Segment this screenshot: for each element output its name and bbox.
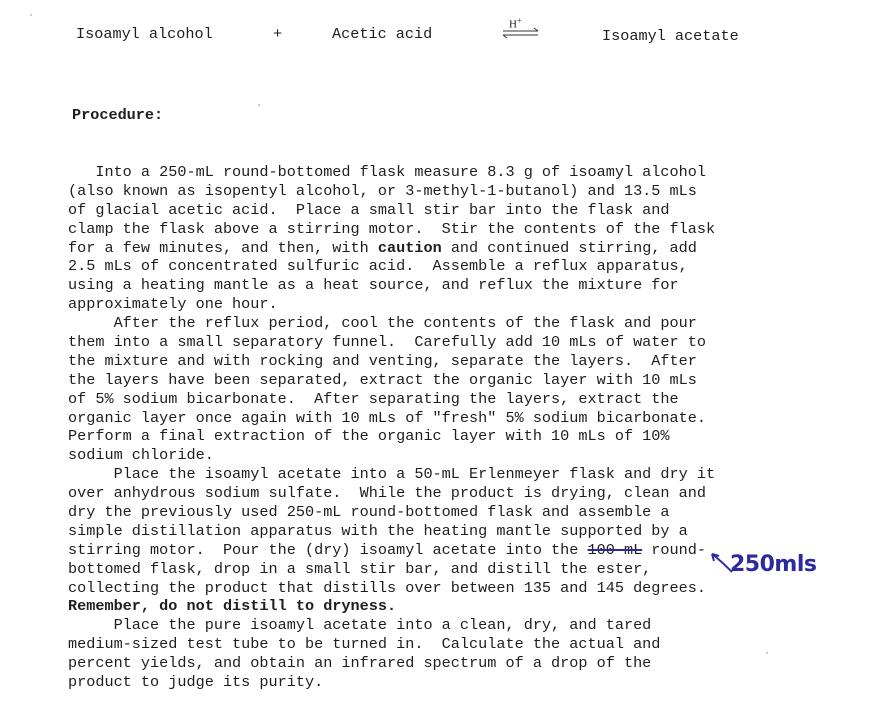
procedure-line: the layers have been separated, extract the organic layer with 10 mLs xyxy=(68,370,697,389)
procedure-line: approximately one hour. xyxy=(68,295,278,314)
scan-speck xyxy=(30,14,32,16)
procedure-line: using a heating mantle as a heat source, and reflux the mixture for xyxy=(68,276,679,295)
struck-volume: 100-mL xyxy=(587,540,643,559)
procedure-line: Perform a final extraction of the organic layer with 10 mLs of 10% xyxy=(68,427,670,446)
procedure-line: medium-sized test tube to be turned in. Calculate the actual and xyxy=(68,635,661,654)
catalyst-label: H+ xyxy=(509,16,522,31)
procedure-line: (also known as isopentyl alcohol, or 3-methyl-1-butanol) and 13.5 mLs xyxy=(68,181,697,200)
procedure-line: sodium chloride. xyxy=(68,446,214,465)
procedure-line: Place the isoamyl acetate into a 50-mL Erlenmeyer flask and dry it xyxy=(68,465,716,484)
handwritten-note: 250mls xyxy=(730,552,817,577)
procedure-line: bottomed flask, drop in a small stir bar, and distill the ester, xyxy=(68,559,652,578)
caution-emphasis: caution xyxy=(377,238,442,257)
reactant-isoamyl-alcohol: Isoamyl alcohol xyxy=(76,25,213,43)
procedure-line: organic layer once again with 10 mLs of "fresh" 5% sodium bicarbonate. xyxy=(68,408,706,427)
procedure-line: 2.5 mLs of concentrated sulfuric acid. Assemble a reflux apparatus, xyxy=(68,257,688,276)
equilibrium-arrow-icon xyxy=(500,18,544,42)
procedure-line: clamp the flask above a stirring motor. Stir the contents of the flask xyxy=(68,219,716,238)
procedure-line: Into a 250-mL round-bottomed flask measure 8.3 g of isoamyl alcohol xyxy=(68,163,706,181)
procedure-line: percent yields, and obtain an infrared spectrum of a drop of the xyxy=(68,654,652,673)
procedure-line: the mixture and with rocking and venting, separate the layers. After xyxy=(68,351,697,370)
scan-speck xyxy=(258,104,260,106)
reactant-acetic-acid: Acetic acid xyxy=(332,25,433,43)
procedure-line: collecting the product that distills over between 135 and 145 degrees. xyxy=(68,578,706,597)
procedure-line: of glacial acetic acid. Place a small stir bar into the flask and xyxy=(68,200,670,219)
plus-sign: + xyxy=(273,25,283,43)
procedure-line: over anhydrous sodium sulfate. While the product is drying, clean and xyxy=(68,484,706,503)
procedure-heading: Procedure: xyxy=(72,106,164,124)
procedure-line: them into a small separatory funnel. Carefully add 10 mLs of water to xyxy=(68,333,706,352)
procedure-warning-line: Remember, do not distill to dryness. xyxy=(68,597,397,616)
procedure-line: product to judge its purity. xyxy=(68,673,324,692)
procedure-line: for a few minutes, and then, with caution and continued stirring, add xyxy=(68,238,697,257)
procedure-line: of 5% sodium bicarbonate. After separating the layers, extract the xyxy=(68,389,679,408)
procedure-line: After the reflux period, cool the contents of the flask and pour xyxy=(68,314,697,333)
scan-speck xyxy=(766,652,768,654)
procedure-line: stirring motor. Pour the (dry) isoamyl acetate into the 100-mL round- xyxy=(68,540,706,559)
product-isoamyl-acetate: Isoamyl acetate xyxy=(602,27,739,45)
procedure-line: Place the pure isoamyl acetate into a clean, dry, and tared xyxy=(68,616,652,635)
procedure-line: simple distillation apparatus with the heating mantle supported by a xyxy=(68,521,688,540)
procedure-line: dry the previously used 250-mL round-bottomed flask and assemble a xyxy=(68,503,670,522)
procedure-text xyxy=(68,163,715,692)
